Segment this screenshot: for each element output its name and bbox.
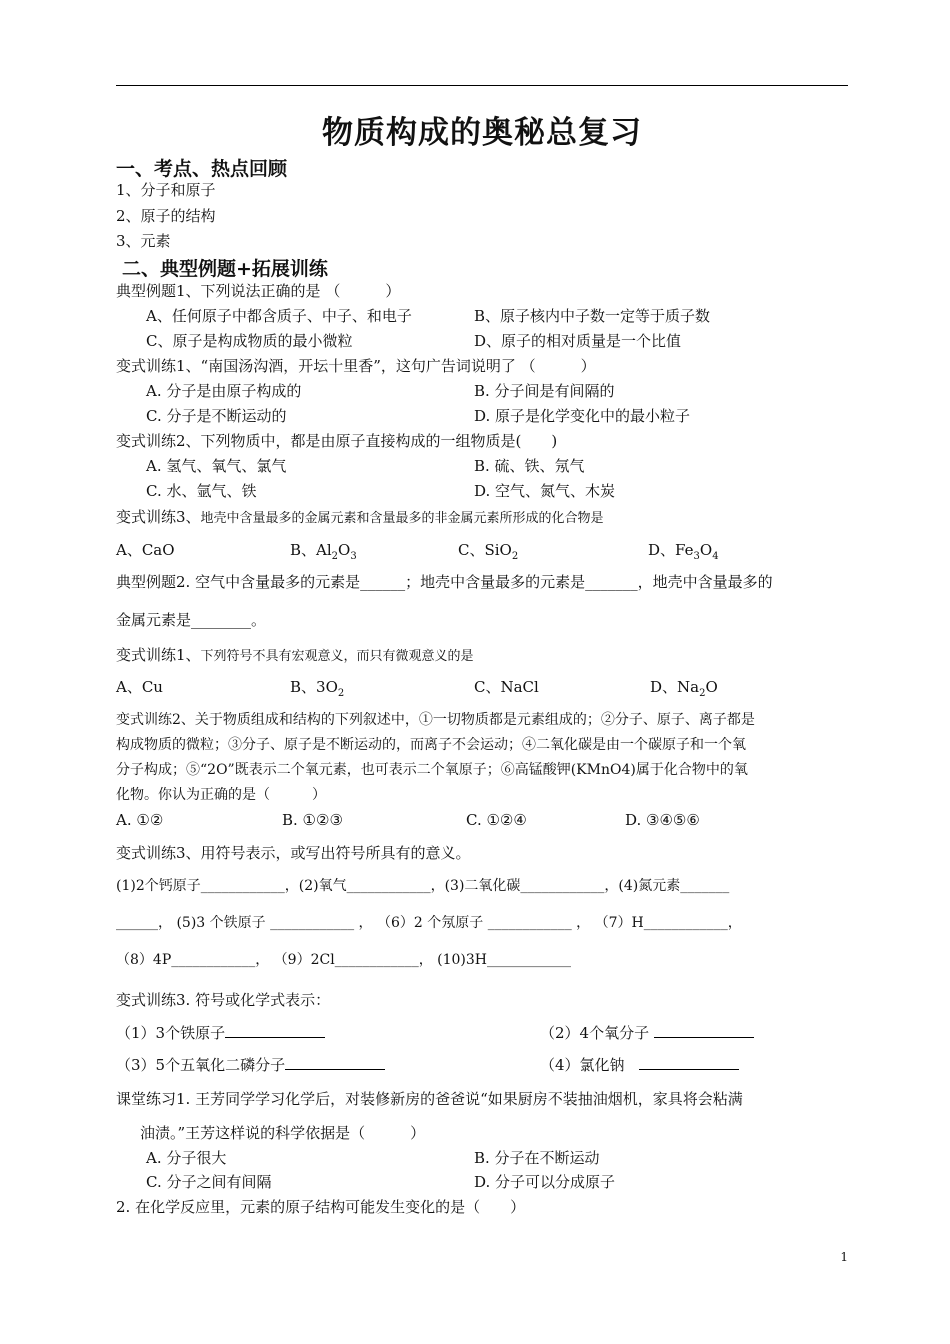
practice1-option-a: A. 分子很大 — [146, 1149, 227, 1167]
variant6-line3: （8）4P____________， （9）2Cl____________， (10)3H____________ — [116, 952, 571, 968]
section1-heading: 一、考点、热点回顾 — [116, 158, 288, 180]
variant6-line2: ______， (5)3 个铁原子 ____________ ， （6）2 个氖原子 ____________ ， （7）H____________， — [116, 915, 742, 931]
variant5-line4: 化物。你认为正确的是（ ） — [116, 787, 326, 803]
variant5-option-d: D. ③④⑤⑥ — [625, 811, 700, 829]
example2-line2: 金属元素是________。 — [116, 611, 267, 629]
variant2-option-d: D. 空气、氮气、木炭 — [474, 482, 616, 500]
section1-item-3: 3、元素 — [116, 232, 171, 250]
practice1-line1: 课堂练习1. 王芳同学学习化学后，对装修新房的爸爸说“如果厨房不装抽油烟机，家具将会粘满 — [116, 1090, 743, 1108]
practice2-question: 2. 在化学反应里，元素的原子结构可能发生变化的是（ ） — [116, 1198, 526, 1216]
header-rule — [116, 85, 848, 86]
variant7-question: 变式训练3. 符号或化学式表示： — [116, 991, 331, 1009]
variant7-item-2: （2）4个氧分子 — [540, 1023, 754, 1043]
variant3-option-b: B、$Al_2O_3$ — [290, 541, 357, 562]
variant3-prefix: 变式训练3、 — [116, 508, 201, 526]
variant4-question: 变式训练1、下列符号不具有宏观意义，而只有微观意义的是 — [116, 646, 474, 664]
variant5-option-a: A. ①② — [116, 811, 164, 829]
variant7-item-3: （3）5个五氧化二磷分子 — [116, 1055, 385, 1075]
section2-heading: 二、典型例题+拓展训练 — [122, 258, 328, 280]
variant2-option-c: C. 水、氩气、铁 — [146, 482, 257, 500]
page-number: 1 — [840, 1250, 848, 1264]
variant3-option-c: C、SiO$_2$ — [458, 541, 519, 562]
variant3-text: 地壳中含量最多的金属元素和含量最多的非金属元素所形成的化合物是 — [200, 511, 604, 526]
practice1-option-c: C. 分子之间有间隔 — [146, 1173, 272, 1191]
variant3-option-d: D、$Fe_3O_4$ — [648, 541, 719, 562]
answer-blank[interactable] — [225, 1023, 325, 1038]
practice1-line2: 油渍。”王芳这样说的科学依据是（ ） — [140, 1124, 426, 1142]
example1-option-b: B、原子核内中子数一定等于质子数 — [474, 307, 711, 325]
variant7-item-1: （1）3个铁原子 — [116, 1023, 325, 1043]
variant6-question: 变式训练3、用符号表示，或写出符号所具有的意义。 — [116, 844, 471, 862]
answer-blank[interactable] — [654, 1023, 754, 1038]
variant6-line1: (1)2个钙原子____________，(2)氧气____________，(3)二氧化碳____________，(4)氮元素_______ — [116, 878, 730, 894]
variant2-option-b: B. 硫、铁、氖气 — [474, 457, 585, 475]
example1-question: 典型例题1、下列说法正确的是 （ ） — [116, 282, 401, 300]
variant1-option-c: C. 分子是不断运动的 — [146, 407, 287, 425]
example2-line1: 典型例题2. 空气中含量最多的元素是______；地壳中含量最多的元素是_______，地壳中含量最多的 — [116, 573, 773, 591]
variant1-option-d: D. 原子是化学变化中的最小粒子 — [474, 407, 691, 425]
practice1-option-b: B. 分子在不断运动 — [474, 1149, 600, 1167]
example1-option-c: C、原子是构成物质的最小微粒 — [146, 332, 353, 350]
variant2-option-a: A. 氢气、氧气、氯气 — [146, 457, 287, 475]
variant5-line3: 分子构成；⑤“2O”既表示二个氧元素，也可表示二个氧原子；⑥高锰酸钾(KMnO4)属于化合物中的氧 — [116, 762, 748, 778]
section1-item-2: 2、原子的结构 — [116, 207, 216, 225]
example1-option-a: A、任何原子中都含质子、中子、和电子 — [146, 307, 412, 325]
example1-option-d: D、原子的相对质量是一个比值 — [474, 332, 682, 350]
page-title: 物质构成的奥秘总复习 — [322, 115, 642, 151]
variant1-question: 变式训练1、“南国汤沟酒，开坛十里香”，这句广告词说明了 （ ） — [116, 357, 596, 375]
practice1-option-d: D. 分子可以分成原子 — [474, 1173, 616, 1191]
answer-blank[interactable] — [285, 1055, 385, 1070]
variant3-option-a: A、CaO — [116, 541, 175, 559]
variant5-option-c: C. ①②④ — [466, 811, 527, 829]
variant7-item-4: （4）氯化钠 — [540, 1055, 739, 1075]
variant5-option-b: B. ①②③ — [282, 811, 343, 829]
variant5-line2: 构成物质的微粒；③分子、原子是不断运动的，而离子不会运动；④二氧化碳是由一个碳原子和一个氧 — [116, 737, 746, 753]
answer-blank[interactable] — [639, 1055, 739, 1070]
variant5-line1: 变式训练2、关于物质组成和结构的下列叙述中，①一切物质都是元素组成的；②分子、原子、离子都是 — [116, 712, 755, 728]
variant1-option-b: B. 分子间是有间隔的 — [474, 382, 615, 400]
variant2-question: 变式训练2、下列物质中，都是由原子直接构成的一组物质是( ) — [116, 432, 558, 450]
section1-item-1: 1、分子和原子 — [116, 181, 216, 199]
variant1-option-a: A. 分子是由原子构成的 — [146, 382, 302, 400]
variant3-question — [116, 507, 604, 529]
variant4-option-a: A、Cu — [116, 678, 163, 696]
variant4-option-d: D、$Na_2O$ — [650, 678, 718, 699]
variant4-option-c: C、NaCl — [474, 678, 539, 696]
variant4-option-b: B、$3O_2$ — [290, 678, 345, 699]
